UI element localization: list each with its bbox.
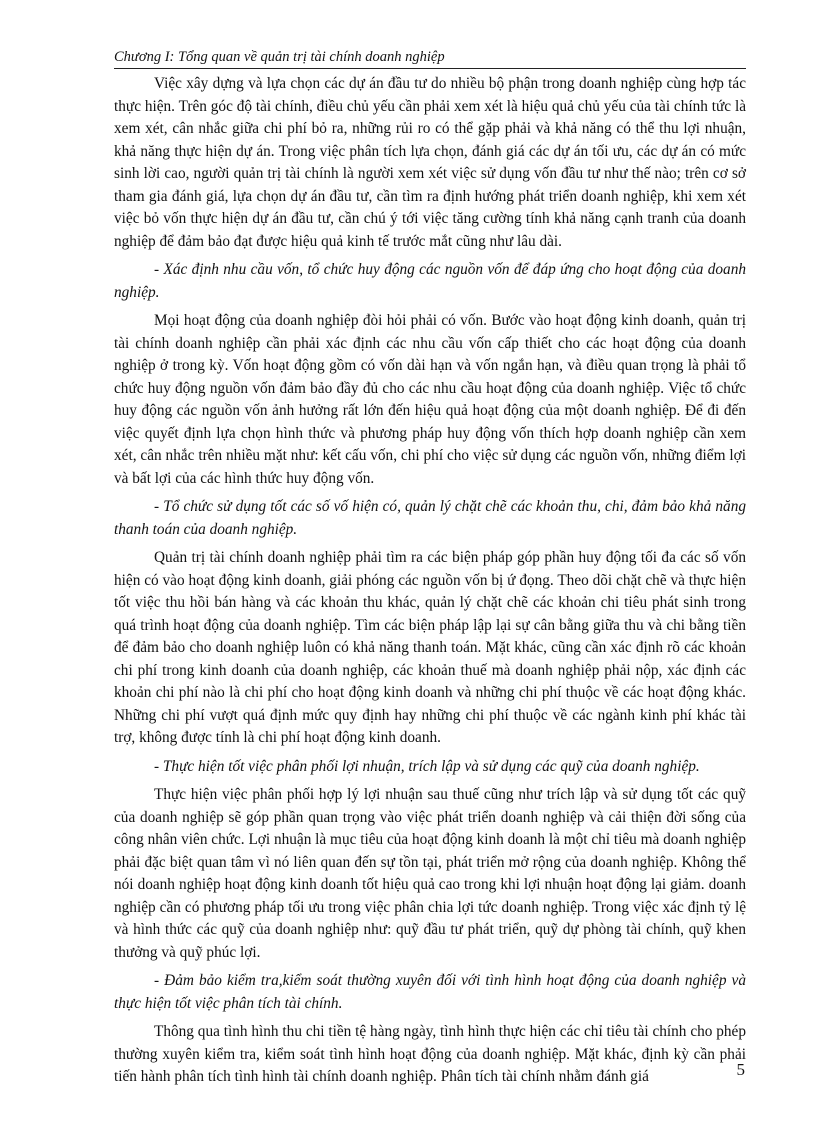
section-heading: - Thực hiện tốt việc phân phối lợi nhuận, trích lập và sử dụng các quỹ của doanh nghiệp. bbox=[154, 757, 700, 775]
section-heading: - Xác định nhu cầu vốn, tổ chức huy động các nguồn vốn để đáp ứng cho hoạt động của doanh nghiệp. bbox=[114, 261, 746, 301]
page-number: 5 bbox=[736, 1060, 745, 1079]
section-heading: - Tổ chức sử dụng tốt các số vố hiện có, quản lý chặt chẽ các khoản thu, chi, đảm bảo khả năng thanh toán của doanh nghiệp. bbox=[114, 498, 746, 538]
running-header: Chương I: Tổng quan về quản trị tài chính doanh nghiệp bbox=[114, 49, 445, 65]
section-heading: - Đảm bảo kiểm tra,kiểm soát thường xuyên đối với tình hình hoạt động của doanh nghiệp và thực hiện tốt việc phân tích tài chính. bbox=[114, 972, 746, 1012]
paragraph: Thực hiện việc phân phối hợp lý lợi nhuận sau thuế cũng như trích lập và sử dụng tốt các quỹ của doanh nghiệp sẽ góp phần quan trọng vào việc phát triển doanh nghiệp và cải thiện đời sống của công nhân viên chức. Lợi nhuận là mục tiêu của hoạt động kinh doanh là một chỉ tiêu mà doanh nghiệp phải đặc biệt quan tâm vì nó liên quan đến sự tồn tại, phát triển mở rộng của doanh nghiệp. Không thể nói doanh nghiệp hoạt động kinh doanh tốt hiệu quả cao trong khi lợi nhuận hoạt động lại giảm. doanh nghiệp cần có phương pháp tối ưu trong việc phân chia lợi tức doanh nghiệp. Trong việc xác định tỷ lệ và hình thức các quỹ của doanh nghiệp như: quỹ đầu tư phát triển, quỹ dự phòng tài chính, quỹ khen thưởng và quỹ phúc lợi. bbox=[114, 786, 746, 961]
header-divider bbox=[114, 68, 746, 69]
paragraph: Việc xây dựng và lựa chọn các dự án đầu tư do nhiều bộ phận trong doanh nghiệp cùng hợp tác thực hiện. Trên góc độ tài chính, điều chủ yếu cần phải xem xét là hiệu quả chủ yếu của tài chính tức là xem xét, cân nhắc giữa chi phí bỏ ra, những rủi ro có thể gặp phải và khả năng có thể thu lợi nhuận, khả năng thực hiện dự án. Trong việc phân tích lựa chọn, đánh giá các dự án tối ưu, các dự án có mức sinh lời cao, người quản trị tài chính là người xem xét việc sử dụng vốn đầu tư như thế nào; trên cơ sở tham gia đánh giá, lựa chọn dự án đầu tư, cần tìm ra định hướng phát triển doanh nghiệp, khi xem xét việc bỏ vốn thực hiện dự án đầu tư, cần chú ý tới việc tăng cường tính khả năng cạnh tranh của doanh nghiệp để đảm bảo đạt được hiệu quả kinh tế trước mắt cũng như lâu dài. bbox=[114, 75, 746, 250]
paragraph: Thông qua tình hình thu chi tiền tệ hàng ngày, tình hình thực hiện các chỉ tiêu tài chính cho phép thường xuyên kiểm tra, kiểm soát tình hình hoạt động của doanh nghiệp. Mặt khác, định kỳ cần phải tiến hành phân tích tình hình tài chính doanh nghiệp. Phân tích tài chính nhằm đánh giá bbox=[114, 1023, 746, 1085]
paragraph: Quản trị tài chính doanh nghiệp phải tìm ra các biện pháp góp phần huy động tối đa các số vốn hiện có vào hoạt động kinh doanh, giải phóng các nguồn vốn bị ứ đọng. Theo dõi chặt chẽ và thực hiện tốt việc thu hồi bán hàng và các khoản thu khác, quản lý chặt chẽ các khoản chi tiêu phát sinh trong quá trình hoạt động của doanh nghiệp. Tìm các biện pháp lập lại sự cân bằng giữa thu và chi bằng tiền để đảm bảo cho doanh nghiệp luôn có khả năng thanh toán. Mặt khác, cũng cần xác định rõ các khoản chi phí trong kinh doanh của doanh nghiệp, các khoản thuế mà doanh nghiệp phải nộp, xác định các khoản chi phí nào là chi phí cho hoạt động kinh doanh và những chi phí thuộc về các hoạt động khác. Những chi phí vượt quá định mức quy định hay những chi phí thuộc về các ngành kinh phí khác tài trợ, không được tính là chi phí hoạt động kinh doanh. bbox=[114, 549, 746, 746]
paragraph: Mọi hoạt động của doanh nghiệp đòi hỏi phải có vốn. Bước vào hoạt động kinh doanh, quản trị tài chính doanh nghiệp cần phải xác định các nhu cầu vốn cấp thiết cho các hoạt động của doanh nghiệp ở trong kỳ. Vốn hoạt động gồm có vốn dài hạn và vốn ngắn hạn, và điều quan trọng là phải tổ chức huy động nguồn vốn đảm bảo đầy đủ cho các nhu cầu hoạt động của doanh nghiệp. Việc tổ chức huy động các nguồn vốn ảnh hưởng rất lớn đến hiệu quả hoạt động của một doanh nghiệp. Để đi đến việc quyết định lựa chọn hình thức và phương pháp huy động vốn thích hợp doanh nghiệp cần xem xét, cân nhắc trên nhiều mặt như: kết cấu vốn, chi phí cho việc sử dụng các nguồn vốn, những điểm lợi và bất lợi của các hình thức huy động vốn. bbox=[114, 312, 746, 487]
page-content bbox=[114, 73, 746, 1095]
